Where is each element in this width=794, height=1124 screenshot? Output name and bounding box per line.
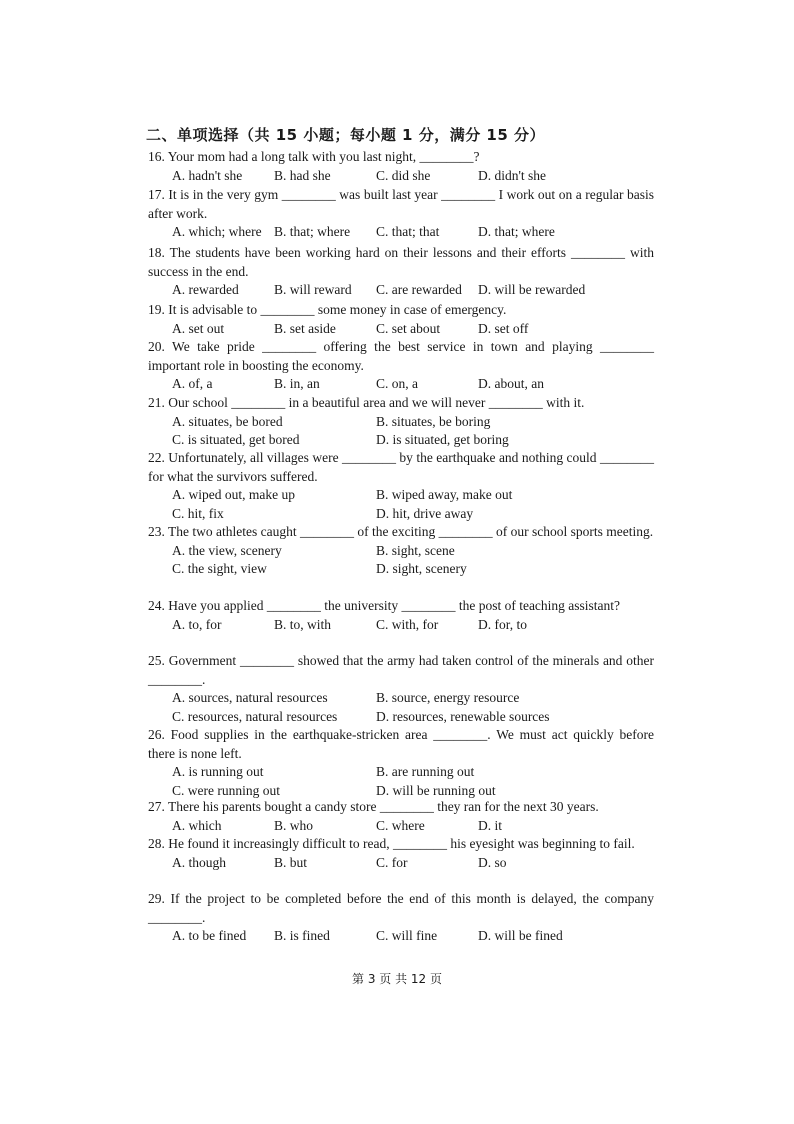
question-28: [148, 835, 654, 872]
option-c: C. set about: [376, 320, 441, 336]
option-c: C. for: [376, 854, 408, 870]
option-c: C. resources, natural resources: [172, 708, 338, 724]
question-stem: 26. Food supplies in the earthquake-stricken area ________. We must act quickly before there is none left.: [148, 727, 654, 761]
option-b: B. sight, scene: [376, 542, 455, 558]
option-a: A. though: [172, 854, 226, 870]
option-b: B. is fined: [274, 928, 330, 943]
option-d: D. for, to: [478, 616, 527, 632]
option-d: D. will be rewarded: [478, 282, 586, 297]
option-b: B. situates, be boring: [376, 413, 491, 429]
option-a: A. wiped out, make up: [172, 487, 295, 502]
option-a: A. rewarded: [172, 282, 239, 297]
option-b: B. that; where: [274, 224, 351, 239]
option-c: C. were running out: [172, 782, 280, 798]
question-stem: 29. If the project to be completed before the end of this month is delayed, the company ________.: [148, 891, 654, 925]
question-25: [148, 652, 654, 726]
option-b: B. to, with: [274, 616, 332, 632]
question-27: [148, 798, 654, 835]
option-d: D. that; where: [478, 224, 555, 239]
option-a: A. of, a: [172, 376, 213, 391]
option-d: D. is situated, get boring: [376, 432, 509, 447]
option-d: D. set off: [478, 320, 529, 336]
option-a: A. which; where: [172, 224, 262, 239]
question-21: [148, 394, 654, 450]
option-b: B. will reward: [274, 282, 352, 297]
option-d: D. resources, renewable sources: [376, 708, 550, 724]
option-d: D. will be fined: [478, 928, 563, 943]
option-d: D. so: [478, 854, 507, 870]
question-23: [148, 523, 654, 579]
question-26: [148, 726, 654, 800]
question-16: [148, 148, 654, 185]
option-a: A. situates, be bored: [172, 413, 283, 429]
question-stem: 27. There his parents bought a candy store ________ they ran for the next 30 years.: [148, 799, 599, 814]
option-c: C. will fine: [376, 928, 438, 943]
option-d: D. will be running out: [376, 782, 496, 798]
option-c: C. where: [376, 817, 425, 833]
option-a: A. to be fined: [172, 928, 247, 943]
option-a: A. hadn't she: [172, 167, 243, 183]
option-c: C. is situated, get bored: [172, 432, 300, 447]
option-a: A. set out: [172, 320, 225, 336]
question-22: [148, 449, 654, 523]
option-a: A. which: [172, 817, 222, 833]
question-stem: 17. It is in the very gym ________ was built last year ________ I work out on a regular basis after work.: [148, 187, 654, 221]
page-footer: 第 3 页 共 12 页: [352, 972, 442, 986]
question-20: [148, 338, 654, 394]
question-stem: 20. We take pride ________ offering the best service in town and playing ________ important role in boosting the economy.: [148, 339, 654, 373]
option-b: B. source, energy resource: [376, 690, 520, 705]
option-b: B. set aside: [274, 320, 336, 336]
section-title: 二、单项选择（共 15 小题；每小题 1 分，满分 15 分）: [146, 126, 546, 144]
option-d: D. hit, drive away: [376, 505, 474, 521]
question-19: [148, 301, 654, 338]
option-d: D. it: [478, 817, 503, 833]
option-a: A. the view, scenery: [172, 542, 282, 558]
option-c: C. that; that: [376, 224, 440, 239]
option-b: B. had she: [274, 167, 331, 183]
question-stem: 22. Unfortunately, all villages were ________ by the earthquake and nothing could ________ for what the survivors suffered.: [148, 450, 654, 484]
option-c: C. did she: [376, 167, 431, 183]
question-stem: 23. The two athletes caught ________ of the exciting ________ of our school sports meeting.: [148, 524, 654, 539]
option-b: B. are running out: [376, 764, 475, 779]
option-b: B. in, an: [274, 376, 320, 391]
option-c: C. are rewarded: [376, 282, 462, 297]
option-a: A. sources, natural resources: [172, 690, 328, 705]
question-stem: 18. The students have been working hard on their lessons and their efforts ________ with success in the end.: [148, 245, 654, 279]
question-stem: 28. He found it increasingly difficult to read, ________ his eyesight was beginning to fail.: [148, 836, 635, 851]
question-29: [148, 890, 654, 946]
question-stem: 21. Our school ________ in a beautiful area and we will never ________ with it.: [148, 395, 585, 410]
option-c: C. the sight, view: [172, 561, 267, 576]
option-d: D. sight, scenery: [376, 561, 467, 576]
question-24: [148, 597, 654, 634]
question-stem: 19. It is advisable to ________ some money in case of emergency.: [148, 302, 507, 317]
question-stem: 24. Have you applied ________ the university ________ the post of teaching assistant?: [148, 598, 621, 613]
question-stem: 16. Your mom had a long talk with you last night, ________?: [148, 149, 480, 164]
option-c: C. on, a: [376, 376, 418, 391]
question-17: [148, 186, 654, 242]
option-c: C. with, for: [376, 616, 439, 632]
option-b: B. but: [274, 854, 308, 870]
option-a: A. is running out: [172, 764, 264, 779]
question-18: [148, 244, 654, 300]
option-d: D. didn't she: [478, 167, 547, 183]
question-stem: 25. Government ________ showed that the army had taken control of the minerals and other ________.: [148, 653, 654, 687]
option-c: C. hit, fix: [172, 505, 224, 521]
option-b: B. wiped away, make out: [376, 487, 513, 502]
option-a: A. to, for: [172, 616, 222, 632]
option-b: B. who: [274, 817, 314, 833]
option-d: D. about, an: [478, 376, 544, 391]
